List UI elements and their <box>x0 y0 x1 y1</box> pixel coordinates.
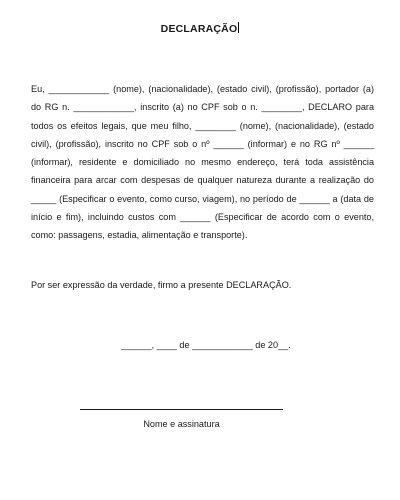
place-date-line: ______, ____ de ____________ de 20__. <box>121 340 291 350</box>
document-title: DECLARAÇÃO <box>160 23 238 35</box>
signature-line <box>80 409 283 410</box>
document-title-wrapper <box>0 22 400 35</box>
text-cursor <box>238 22 239 33</box>
signature-label: Nome e assinatura <box>143 419 220 429</box>
closing-statement: Por ser expressão da verdade, firmo a presente DECLARAÇÃO. <box>31 280 292 290</box>
declaration-body: Eu, ____________ (nome), (nacionalidade), (estado civil), (profissão), portador (a) do RG n. ____________, inscrito (a) no CPF sob o n. ________, DECLARO para todos os efeitos legais, que meu filho, ________ (nome), (nacionalidade), (estado civil), (profissão), inscrito no CPF sob o nº ______ (informar) e no RG nº ______ (informar), residente e domiciliado no mesmo endereço, terá toda assistência financeira para arcar com despesas de qualquer natureza durante a realização do _____ (Especificar o evento, como curso, viagem), no período de ______ a (data de início e fim), incluindo custos com ______ (Especificar de acordo com o evento, como: passagens, estadia, alimentação e transporte). <box>31 84 374 241</box>
